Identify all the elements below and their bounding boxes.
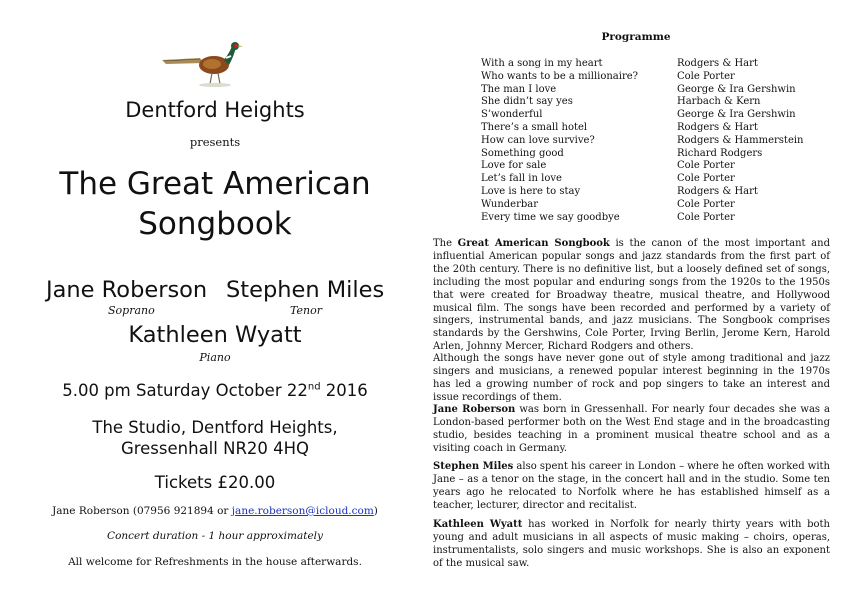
- songbook-revival-text: Although the songs have never gone out of style among traditional and jazz singers and musicians, a renewed popular interest beginning in the 1970s has led a growing number of rock and pop singers to take an interest and issue recordings of them.: [433, 353, 830, 403]
- song-composer: George & Ira Gershwin: [677, 109, 796, 121]
- programme-item: [481, 109, 821, 122]
- bio-kathleen-wyatt: [433, 519, 830, 571]
- programme-item: [481, 122, 821, 135]
- event-title-line1: The Great American: [59, 166, 371, 202]
- programme-item: [481, 148, 821, 161]
- programme-item: [481, 135, 821, 148]
- event-datetime: [0, 381, 430, 400]
- programme-item: [481, 71, 821, 84]
- song-composer: Cole Porter: [677, 211, 735, 223]
- programme-item: [481, 96, 821, 109]
- event-title-line2: Songbook: [138, 206, 292, 242]
- bio-name-bold: Stephen Miles: [433, 461, 514, 472]
- contact-prefix: Jane Roberson (07956 921894 or: [52, 505, 232, 517]
- para-text: The: [433, 238, 458, 249]
- bio-jane-roberson: [433, 404, 830, 456]
- flyer-right-page: [430, 0, 842, 595]
- song-title: How can love survive?: [481, 134, 595, 146]
- song-title: Every time we say goodbye: [481, 211, 620, 223]
- bio-text: was born in Gressenhall. For nearly four decades she was a London-based performer both on the West End stage and in the broadcasting studio, besides teaching in a prominent musical theatre school and as a visiting coach in Germany.: [433, 404, 831, 454]
- song-title: Who wants to be a millionaire?: [481, 70, 639, 82]
- programme-list: [481, 58, 821, 224]
- datetime-main: 5.00 pm Saturday October 22: [62, 381, 308, 400]
- datetime-ordinal: nd: [307, 381, 321, 393]
- song-title: The man I love: [481, 83, 557, 95]
- programme-item: [481, 173, 821, 186]
- song-composer: Cole Porter: [677, 160, 735, 172]
- datetime-year: 2016: [320, 381, 368, 400]
- song-composer: Rodgers & Hart: [677, 58, 758, 69]
- programme-item: [481, 212, 821, 225]
- performer-name-stephen: Stephen Miles: [226, 277, 385, 303]
- song-title: She didn’t say yes: [481, 96, 573, 108]
- programme-heading: Programme: [601, 31, 671, 43]
- song-title: Wunderbar: [481, 198, 538, 210]
- songbook-name-bold: Great American Songbook: [457, 238, 610, 249]
- venue-line2: Gressenhall NR20 4HQ: [120, 439, 310, 458]
- ticket-price: Tickets £20.00: [154, 473, 276, 492]
- programme-item: [481, 84, 821, 97]
- song-title: Let’s fall in love: [481, 173, 562, 185]
- song-composer: Cole Porter: [677, 198, 735, 210]
- organiser-name: Dentford Heights: [125, 98, 305, 122]
- songbook-description: [433, 238, 830, 354]
- performer-role-piano: Piano: [199, 351, 231, 364]
- venue-line1: The Studio, Dentford Heights,: [92, 418, 338, 437]
- contact-info: [0, 505, 430, 517]
- bio-name-bold: Kathleen Wyatt: [433, 519, 523, 530]
- presents-text: presents: [189, 135, 241, 149]
- song-composer: Cole Porter: [677, 70, 735, 82]
- song-composer: Rodgers & Hammerstein: [677, 134, 804, 146]
- programme-item: [481, 199, 821, 212]
- song-title: S’wonderful: [481, 109, 543, 121]
- song-title: Love for sale: [481, 160, 547, 172]
- song-composer: Rodgers & Hart: [677, 121, 758, 133]
- para-text: is the canon of the most important and influential American popular songs and jazz standards from the first part of the 20th century. There is no definitive list, but a loosely defined set of songs, including the most popular and enduring songs from the 1920s to the 1950s that were created for Broadway theatre, musical theatre, and Hollywood musical film. The songs have been recorded and performed by a variety of singers, instrumental bands, and jazz musicians. The Songbook comprises standards by the Gershwins, Cole Porter, Irving Berlin, Jerome Kern, Harold Arlen, Johnny Mercer, Richard Rodgers and others.: [433, 238, 830, 353]
- song-composer: George & Ira Gershwin: [677, 83, 796, 95]
- song-title: There’s a small hotel: [481, 121, 588, 133]
- programme-item: [481, 160, 821, 173]
- performer-role-soprano: Soprano: [108, 304, 155, 317]
- refreshments-note: All welcome for Refreshments in the house afterwards.: [68, 556, 362, 568]
- programme-item: [481, 58, 821, 71]
- contact-email-link[interactable]: jane.roberson@icloud.com: [231, 505, 374, 517]
- song-title: With a song in my heart: [481, 58, 603, 69]
- song-composer: Cole Porter: [677, 173, 735, 185]
- bio-text: also spent his career in London – where he often worked with Jane – as a tenor on the stage, in the concert hall and in the studio. Some ten years ago he relocated to Norfolk where he has established himself as a teacher, lecturer, director and recitalist.: [433, 461, 830, 511]
- programme-item: [481, 186, 821, 199]
- song-composer: Richard Rodgers: [677, 147, 763, 159]
- song-composer: Harbach & Kern: [677, 96, 761, 108]
- performer-name-jane: Jane Roberson: [46, 277, 208, 303]
- song-title: Something good: [481, 147, 564, 159]
- contact-suffix: ): [373, 505, 378, 517]
- performer-name-kathleen: Kathleen Wyatt: [128, 322, 302, 348]
- bio-stephen-miles: [433, 461, 830, 513]
- pheasant-icon: [160, 38, 248, 90]
- performer-role-tenor: Tenor: [290, 304, 322, 317]
- song-composer: Rodgers & Hart: [677, 185, 758, 197]
- concert-duration: Concert duration - 1 hour approximately: [107, 530, 323, 542]
- song-title: Love is here to stay: [481, 185, 581, 197]
- bio-text: has worked in Norfolk for nearly thirty years with both young and adult musicians in all aspects of music making – choirs, operas, instrumentalists, solo singers and music workshops. She is also an exponent of the musical saw.: [433, 519, 831, 569]
- bio-name-bold: Jane Roberson: [433, 404, 516, 415]
